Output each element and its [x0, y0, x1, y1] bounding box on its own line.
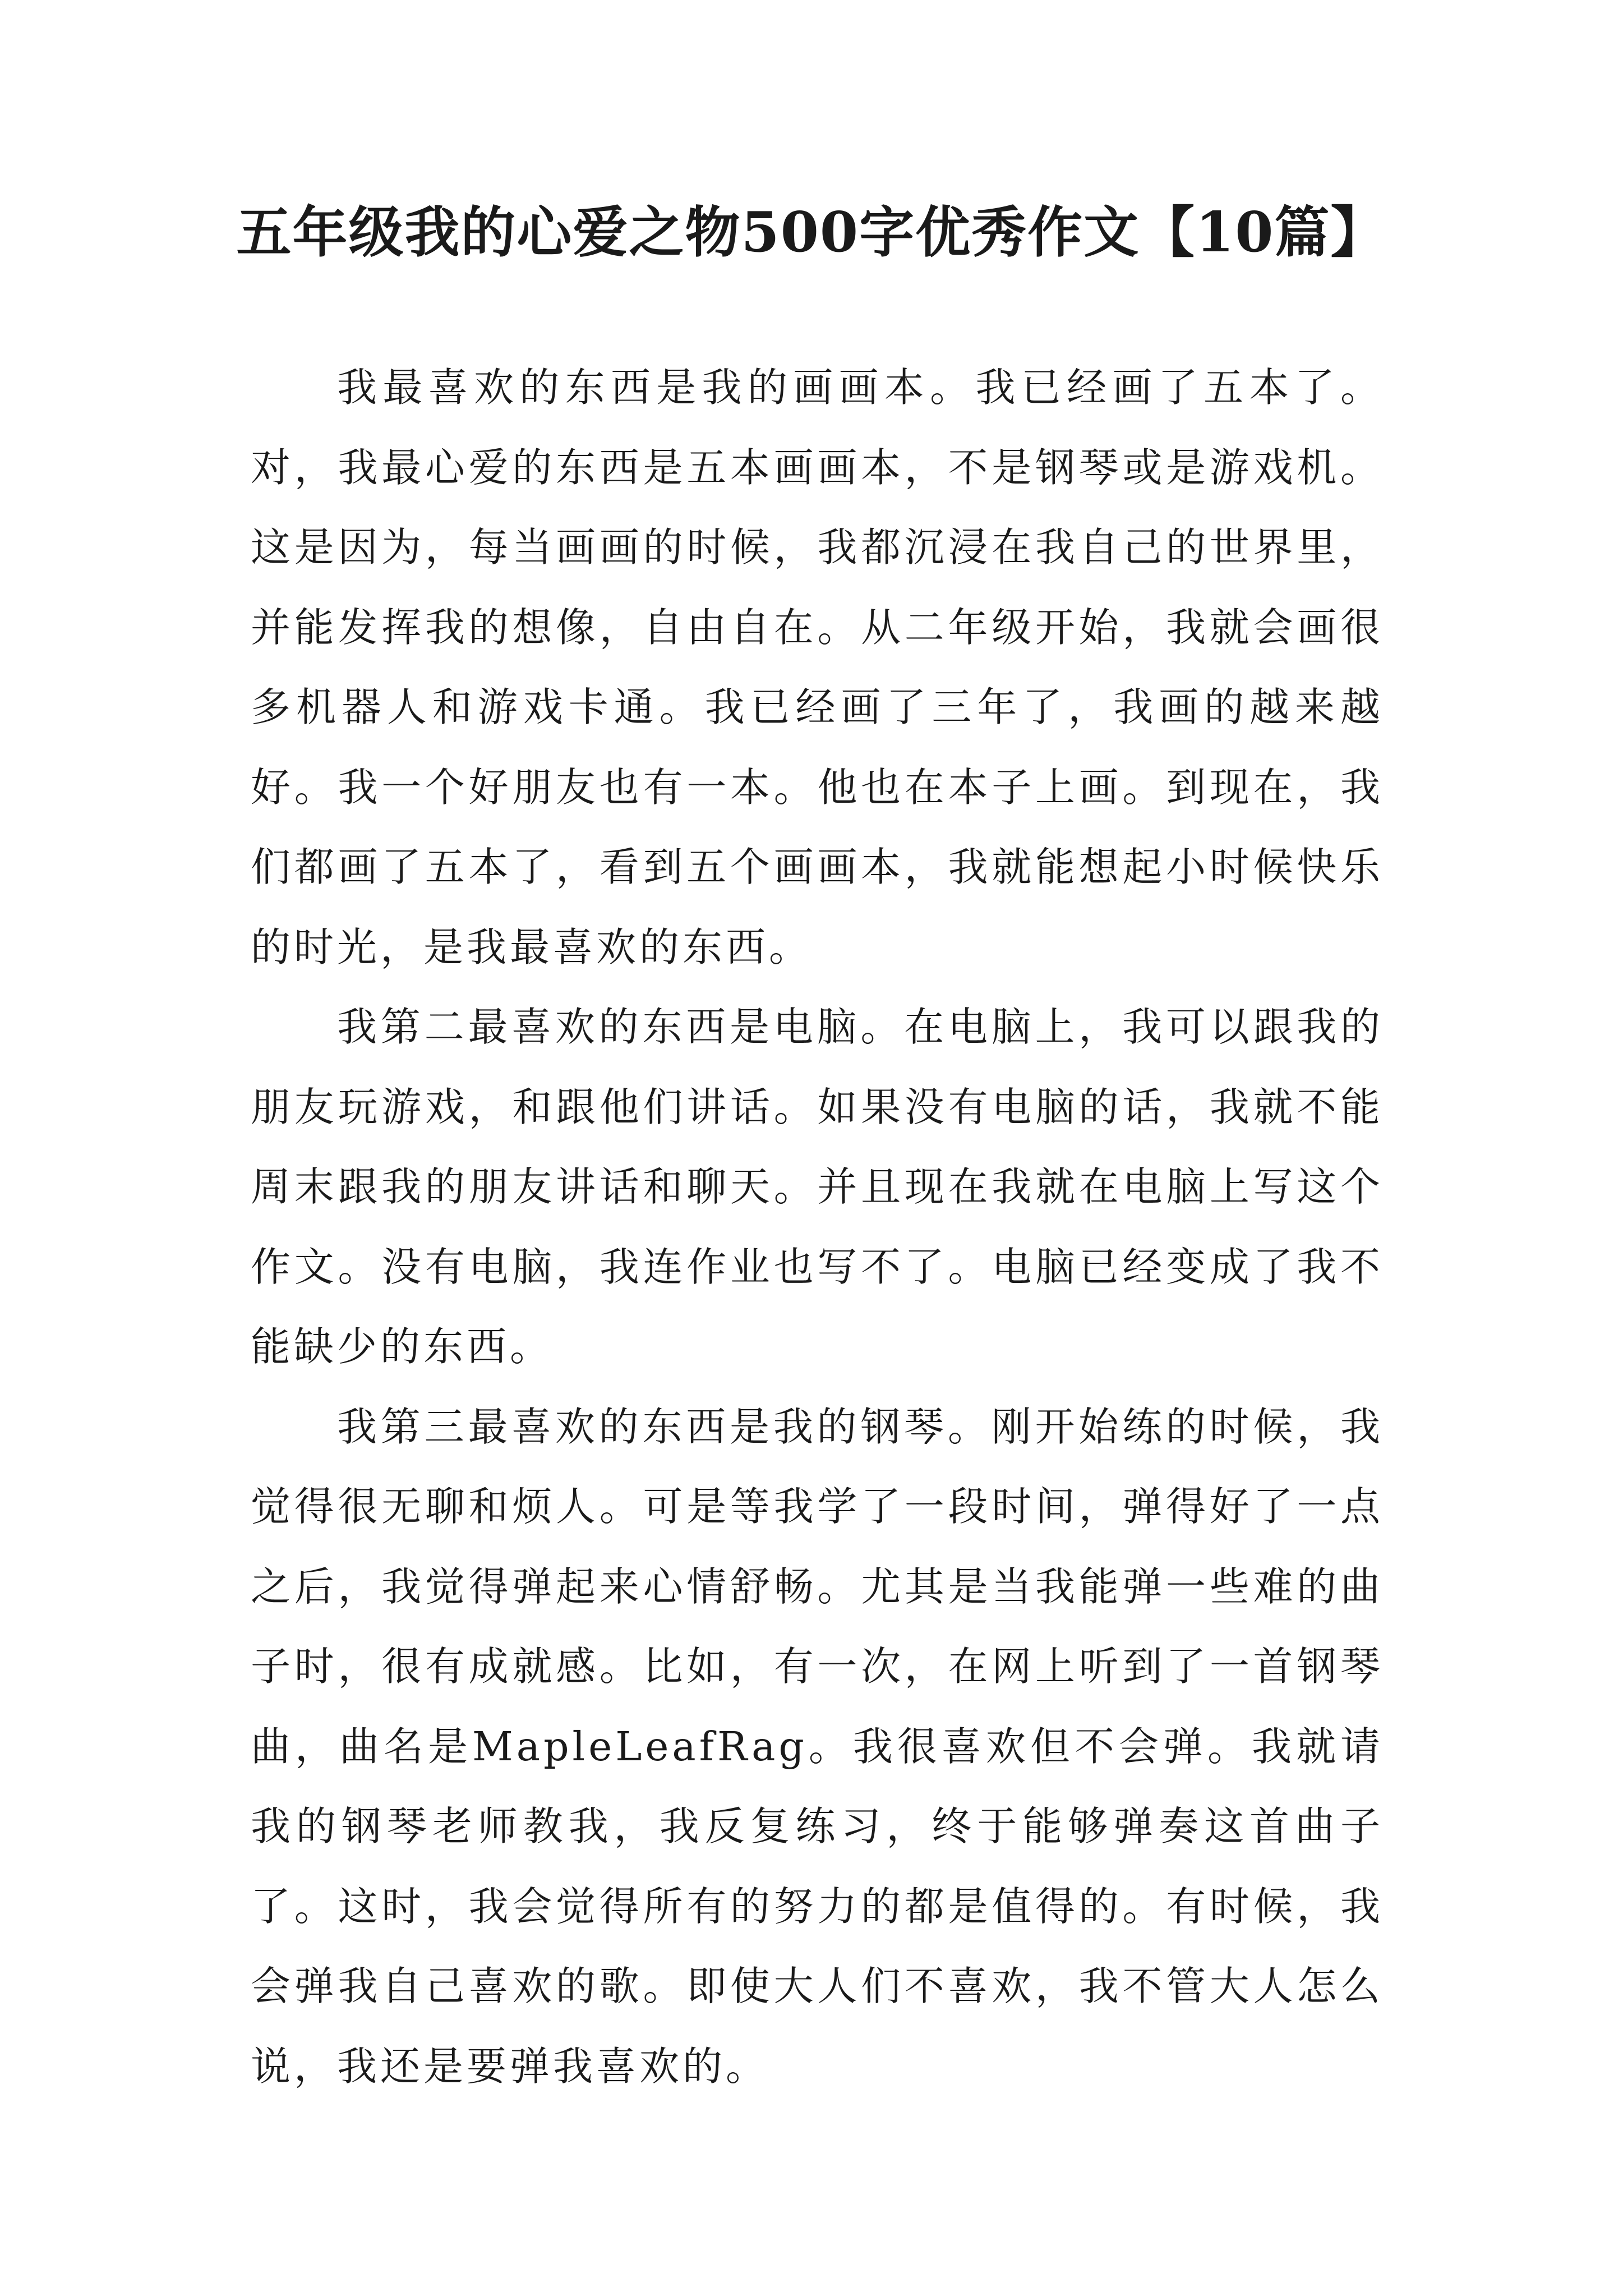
paragraph-3: 我第三最喜欢的东西是我的钢琴。刚开始练的时候，我觉得很无聊和烦人。可是等我学了一段时间，弹得好了一点之后，我觉得弹起来心情舒畅。尤其是当我能弹一些难的曲子时，很有成就感。比如，有一次，在网上听到了一首钢琴曲，曲名是MapleLeafRag。我很喜欢但不会弹。我就请我的钢琴老师教我，我反复练习，终于能够弹奏这首曲子了。这时，我会觉得所有的努力的都是值得的。有时候，我会弹我自己喜欢的歌。即使大人们不喜欢，我不管大人怎么说，我还是要弹我喜欢的。	[251, 1403, 1384, 2090]
document-body	[251, 348, 1384, 2106]
paragraph-1: 我最喜欢的东西是我的画画本。我已经画了五本了。对，我最心爱的东西是五本画画本，不是钢琴或是游戏机。这是因为，每当画画的时候，我都沉浸在我自己的世界里，并能发挥我的想像，自由自在。从二年级开始，我就会画很多机器人和游戏卡通。我已经画了三年了，我画的越来越好。我一个好朋友也有一本。他也在本子上画。到现在，我们都画了五本了，看到五个画画本，我就能想起小时候快乐的时光，是我最喜欢的东西。	[251, 364, 1384, 970]
document-title: 五年级我的心爱之物500字优秀作文【10篇】	[236, 200, 1387, 265]
paragraph-2: 我第二最喜欢的东西是电脑。在电脑上，我可以跟我的朋友玩游戏，和跟他们讲话。如果没有电脑的话，我就不能周末跟我的朋友讲话和聊天。并且现在我就在电脑上写这个作文。没有电脑，我连作业也写不了。电脑已经变成了我不能缺少的东西。	[251, 1004, 1384, 1370]
